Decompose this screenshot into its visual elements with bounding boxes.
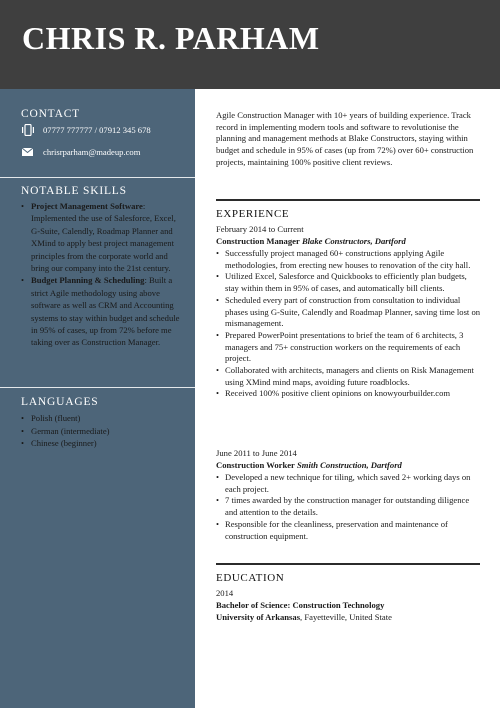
job-bullet: • Received 100% positive client opinions on knowyourbuilder.com	[216, 388, 482, 400]
job-company: Blake Constructors, Dartford	[301, 236, 406, 246]
education-rule	[216, 563, 480, 565]
job-bullets	[216, 472, 482, 542]
languages-list	[21, 412, 181, 450]
job-bullet: • Successfully project managed 60+ constructions applying Agile methodologies, from erecting new houses to renovation of the city hall.	[216, 248, 482, 271]
skill-title: Budget Planning & Scheduling	[31, 275, 145, 286]
email-icon	[21, 146, 35, 158]
summary-text: Agile Construction Manager with 10+ years of building experience. Track record in implementing modern tools and software to revolutionise the planning and management methods at Blake Constructors, staying within budget and schedule in 95% of cases (up from 72%) over 60+ construction projects, maintaining 100% positive client reviews.	[216, 110, 474, 167]
language-item: • Polish (fluent)	[21, 412, 181, 425]
education-year: 2014	[216, 588, 234, 598]
job-bullets	[216, 248, 482, 400]
languages-heading: LANGUAGES	[21, 396, 99, 408]
job-title: Construction Worker	[216, 460, 295, 470]
phone-text[interactable]: 07777 777777 / 07912 345 678	[43, 125, 151, 135]
job-bullet: • Scheduled every part of construction from consultation to individual phases using G-Suite, Calendly and Roadmap Planner, saving time lost on mismanagement.	[216, 295, 482, 330]
job-dates: February 2014 to Current	[216, 224, 304, 234]
skill-text: : Implemented the use of Salesforce, Excel, G-Suite, Calendly, Roadmap Planner and XMind to apply best project management principles from the corporate world and bring our company into the 21st century.	[31, 201, 176, 274]
contact-heading: CONTACT	[21, 108, 80, 120]
job-bullet: • Prepared PowerPoint presentations to brief the team of 6 architects, 3 managers and 75+ construction workers on the requirements of each project.	[216, 330, 482, 365]
job-bullet: • 7 times awarded by the construction manager for outstanding diligence and attention to the details.	[216, 495, 482, 518]
education-university: University of Arkansas	[216, 612, 301, 622]
skills-divider	[0, 387, 195, 388]
job-title-line	[216, 236, 482, 248]
skill-text: : Built a strict Agile methodology using above software as well as CRM and Accounting systems to stay within budget and schedule in 95% of cases, up from 72% before me taking over as Construction Manager.	[31, 275, 180, 348]
skill-item	[21, 200, 181, 274]
job-company: Smith Construction, Dartford	[297, 460, 402, 470]
phone-icon	[21, 124, 35, 136]
email-text[interactable]: chrisrparham@madeup.com	[43, 147, 141, 157]
job-bullet: • Developed a new technique for tiling, which saved 2+ working days on each project.	[216, 472, 482, 495]
education-heading: EDUCATION	[216, 572, 285, 584]
skill-item	[21, 274, 181, 348]
contact-divider	[0, 177, 195, 178]
education-school-line	[216, 612, 482, 624]
job-bullet: • Responsible for the cleanliness, preservation and maintenance of construction equipment.	[216, 519, 482, 542]
header-bar	[0, 0, 500, 89]
skills-list	[21, 200, 181, 349]
sidebar	[0, 89, 195, 708]
language-item: • Chinese (beginner)	[21, 437, 181, 450]
skills-heading: NOTABLE SKILLS	[21, 185, 127, 197]
job-bullet: • Collaborated with architects, managers and clients on Risk Management using XMind mind maps, avoiding future roadblocks.	[216, 365, 482, 388]
skill-title: Project Management Software	[31, 201, 143, 211]
job-dates: June 2011 to June 2014	[216, 448, 297, 458]
experience-heading: EXPERIENCE	[216, 208, 290, 220]
job-title: Construction Manager	[216, 236, 300, 246]
experience-rule	[216, 199, 480, 201]
job-title-line	[216, 460, 482, 472]
language-item: • German (intermediate)	[21, 425, 181, 438]
education-location: , Fayetteville, United State	[300, 612, 392, 622]
candidate-name: CHRIS R. PARHAM	[22, 20, 320, 56]
job-bullet: • Utilized Excel, Salesforce and Quickbooks to efficiently plan budgets, stay within them in 95% of cases, and automatically bill clients.	[216, 271, 482, 294]
education-degree: Bachelor of Science: Construction Technology	[216, 600, 385, 610]
